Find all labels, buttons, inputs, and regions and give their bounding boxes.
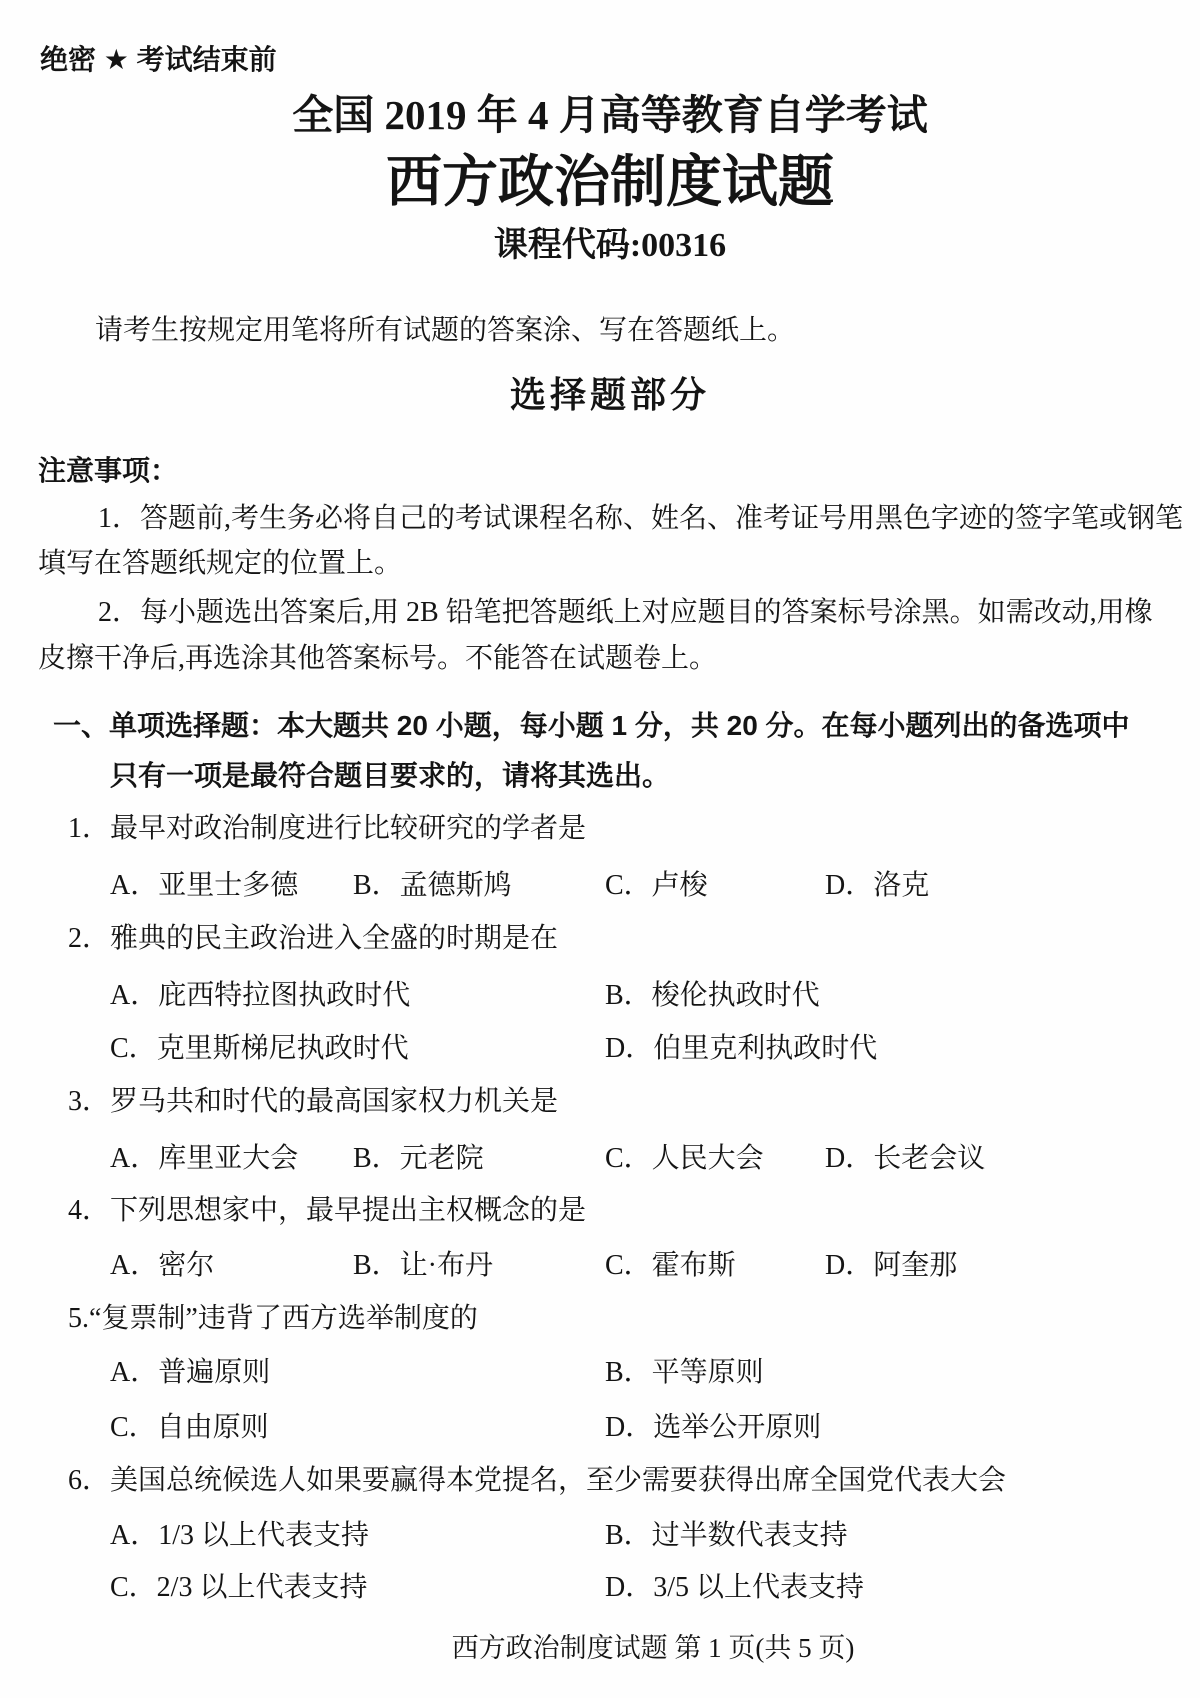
question-6-option-b: B．过半数代表支持 [605, 1520, 848, 1551]
question-2-text: 2．雅典的民主政治进入全盛的时期是在 [68, 923, 559, 954]
question-6-option-d: D．3/5 以上代表支持 [605, 1572, 865, 1603]
question-5-options-row-1 [0, 1357, 1200, 1391]
question-4-options [0, 1250, 1200, 1284]
question-3-option-d: D．长老会议 [825, 1143, 986, 1174]
question-1-option-c: C．卢梭 [605, 870, 708, 901]
question-4-option-d: D．阿奎那 [825, 1250, 958, 1281]
question-1-option-b: B．孟德斯鸠 [353, 870, 512, 901]
question-2-options-row-2 [0, 1033, 1200, 1067]
question-5-options-row-2 [0, 1412, 1200, 1446]
part-heading-line-1: 一、单项选择题：本大题共 20 小题，每小题 1 分，共 20 分。在每小题列出的备选项中 [53, 710, 1130, 741]
exam-title: 全国 2019 年 4 月高等教育自学考试 [292, 92, 928, 138]
question-1-option-d: D．洛克 [825, 870, 930, 901]
notice-label: 注意事项： [38, 455, 179, 486]
section-heading: 选择题部分 [509, 375, 711, 415]
question-3-option-c: C．人民大会 [605, 1143, 764, 1174]
notice-1-line-2: 填写在答题纸规定的位置上。 [38, 548, 403, 579]
question-3-options [0, 1143, 1200, 1177]
notice-1-line-1: 1．答题前,考生务必将自己的考试课程名称、姓名、准考证号用黑色字迹的签字笔或钢笔 [98, 503, 1184, 534]
question-6-options-row-1 [0, 1520, 1200, 1554]
question-5-option-c: C．自由原则 [110, 1412, 269, 1443]
course-code: 课程代码:00316 [493, 227, 727, 264]
part-heading-line-2: 只有一项是最符合题目要求的，请将其选出。 [110, 760, 671, 791]
notice-2-line-2: 皮擦干净后,再选涂其他答案标号。不能答在试题卷上。 [38, 643, 718, 674]
question-4-option-c: C．霍布斯 [605, 1250, 736, 1281]
question-6-text: 6．美国总统候选人如果要赢得本党提名，至少需要获得出席全国党代表大会 [68, 1465, 1007, 1496]
notice-2-line-1: 2．每小题选出答案后,用 2B 铅笔把答题纸上对应题目的答案标号涂黑。如需改动,用橡 [98, 597, 1153, 628]
question-2-option-a: A．庇西特拉图执政时代 [110, 980, 411, 1011]
question-6-options-row-2 [0, 1572, 1200, 1606]
question-2-option-d: D．伯里克利执政时代 [605, 1033, 878, 1064]
classification-banner: 绝密 ★ 考试结束前 [40, 44, 277, 75]
page-footer: 西方政治制度试题 第 1 页(共 5 页) [451, 1633, 855, 1663]
question-3-option-a: A．库里亚大会 [110, 1143, 299, 1174]
answer-instruction: 请考生按规定用笔将所有试题的答案涂、写在答题纸上。 [95, 315, 796, 346]
question-1-options [0, 870, 1200, 904]
question-3-text: 3．罗马共和时代的最高国家权力机关是 [68, 1086, 559, 1117]
question-4-option-b: B．让·布丹 [353, 1250, 494, 1281]
paper-title: 西方政治制度试题 [386, 150, 834, 213]
question-3-option-b: B．元老院 [353, 1143, 484, 1174]
question-2-options-row-1 [0, 980, 1200, 1014]
question-6-option-a: A．1/3 以上代表支持 [110, 1520, 370, 1551]
question-5-text: 5.“复票制”违背了西方选举制度的 [68, 1303, 478, 1334]
question-5-option-d: D．选举公开原则 [605, 1412, 822, 1443]
question-1-text: 1．最早对政治制度进行比较研究的学者是 [68, 813, 587, 844]
question-6-option-c: C．2/3 以上代表支持 [110, 1572, 368, 1603]
question-4-option-a: A．密尔 [110, 1250, 215, 1281]
question-5-option-b: B．平等原则 [605, 1357, 764, 1388]
question-1-option-a: A．亚里士多德 [110, 870, 299, 901]
question-4-text: 4．下列思想家中，最早提出主权概念的是 [68, 1195, 587, 1226]
question-2-option-c: C．克里斯梯尼执政时代 [110, 1033, 409, 1064]
question-5-option-a: A．普遍原则 [110, 1357, 271, 1388]
question-2-option-b: B．梭伦执政时代 [605, 980, 820, 1011]
